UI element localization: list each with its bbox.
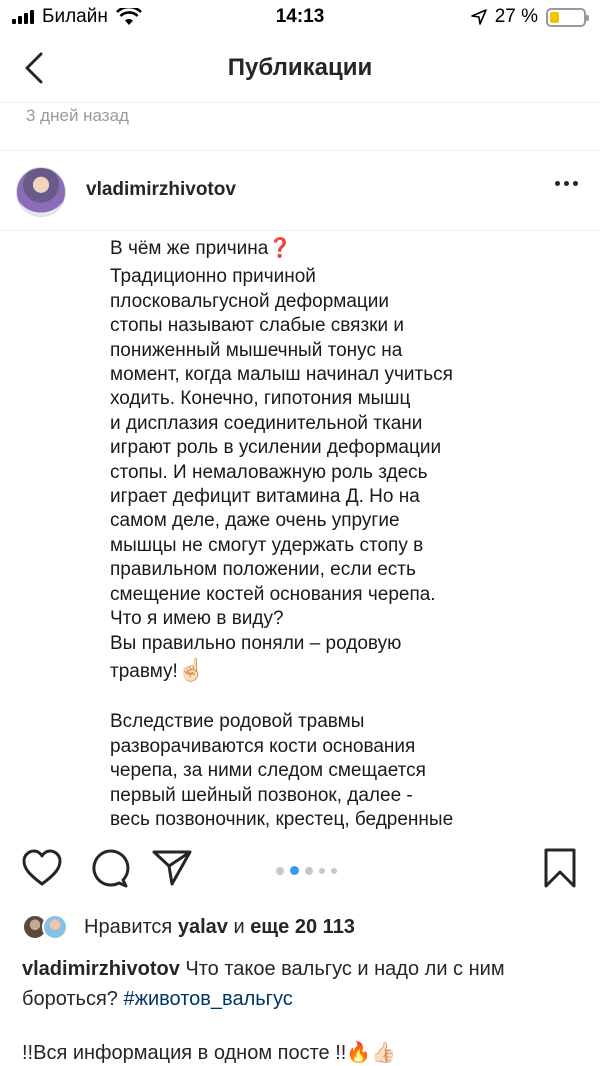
- location-arrow-icon: [471, 9, 487, 25]
- post-caption: [22, 954, 582, 1014]
- likes-text: Нравится yalav и еще 20 113: [84, 915, 355, 938]
- liker-avatar: [42, 914, 68, 940]
- image-paragraph-2: Вследствие родовой травмы разворачиваются кости основания черепа, за ними следом смещается первый шейный позвонок, далее - весь позвоночник, крестец, бедренные: [110, 711, 454, 830]
- carousel-dot: [319, 868, 325, 874]
- liker-username[interactable]: yalav: [177, 915, 228, 938]
- liker-avatars: [22, 912, 78, 942]
- carousel-dot: [305, 867, 313, 875]
- more-options-button[interactable]: [555, 181, 578, 186]
- heart-icon[interactable]: [20, 846, 64, 890]
- page-title: Публикации: [227, 54, 373, 81]
- comment-icon[interactable]: [86, 846, 130, 890]
- image-paragraph-1: Традиционно причиной плосковальгусной деформации стопы называют слабые связки и пониженный мышечный тонус на момент, когда малыш начинал учиться ходить. Конечно, гипотония мышц и дисплазия соединительной ткани играют роль в усилении деформации стопы. И немаловажную роль здесь играет дефицит витамина Д. Но на самом деле, даже очень упругие мышцы не смогут удержать стопу в правильном положении, если есть смещение костей основания черепа. Что я имею в виду? Вы правильно поняли – родовую: [110, 266, 453, 654]
- caption-text: Что такое вальгус и надо ли с ним бороться?: [22, 958, 505, 1010]
- post-header: [0, 150, 600, 230]
- bookmark-icon[interactable]: [538, 846, 582, 890]
- divider: [0, 102, 600, 103]
- caption-hashtag[interactable]: #животов_вальгус: [123, 988, 293, 1010]
- share-icon[interactable]: [150, 846, 194, 890]
- post-username[interactable]: vladimirzhivotov: [86, 179, 236, 200]
- pointing-up-emoji: ☝🏻: [177, 656, 206, 682]
- battery-fill: [550, 12, 559, 23]
- status-right: [471, 6, 586, 28]
- likes-row[interactable]: [22, 912, 355, 942]
- carousel-indicator: [276, 866, 337, 875]
- question-mark-emoji: ❓: [268, 238, 293, 259]
- carousel-dot: [276, 867, 284, 875]
- battery-icon: [546, 8, 586, 27]
- action-bar: [0, 846, 600, 898]
- image-paragraph-1-end: травму!☝🏻: [110, 656, 206, 682]
- likes-count[interactable]: еще 20 113: [250, 915, 355, 938]
- post-image[interactable]: [0, 230, 600, 830]
- image-heading: В чём же причина❓: [110, 238, 293, 259]
- post-time-ago: 3 дней назад: [26, 106, 129, 125]
- post-image-text: [110, 237, 510, 832]
- caption-second-line: !!Вся информация в одном посте !!🔥👍🏻: [22, 1042, 397, 1064]
- status-bar: [0, 0, 600, 36]
- caption-username[interactable]: vladimirzhivotov: [22, 958, 180, 980]
- carousel-dot: [331, 868, 337, 874]
- avatar[interactable]: [16, 167, 66, 217]
- nav-bar: [0, 36, 600, 100]
- more-icon: [555, 181, 560, 186]
- carrier-name: Билайн: [42, 6, 108, 27]
- status-time: 14:13: [275, 6, 325, 27]
- battery-percent: 27 %: [494, 6, 538, 27]
- carousel-dot: [290, 866, 299, 875]
